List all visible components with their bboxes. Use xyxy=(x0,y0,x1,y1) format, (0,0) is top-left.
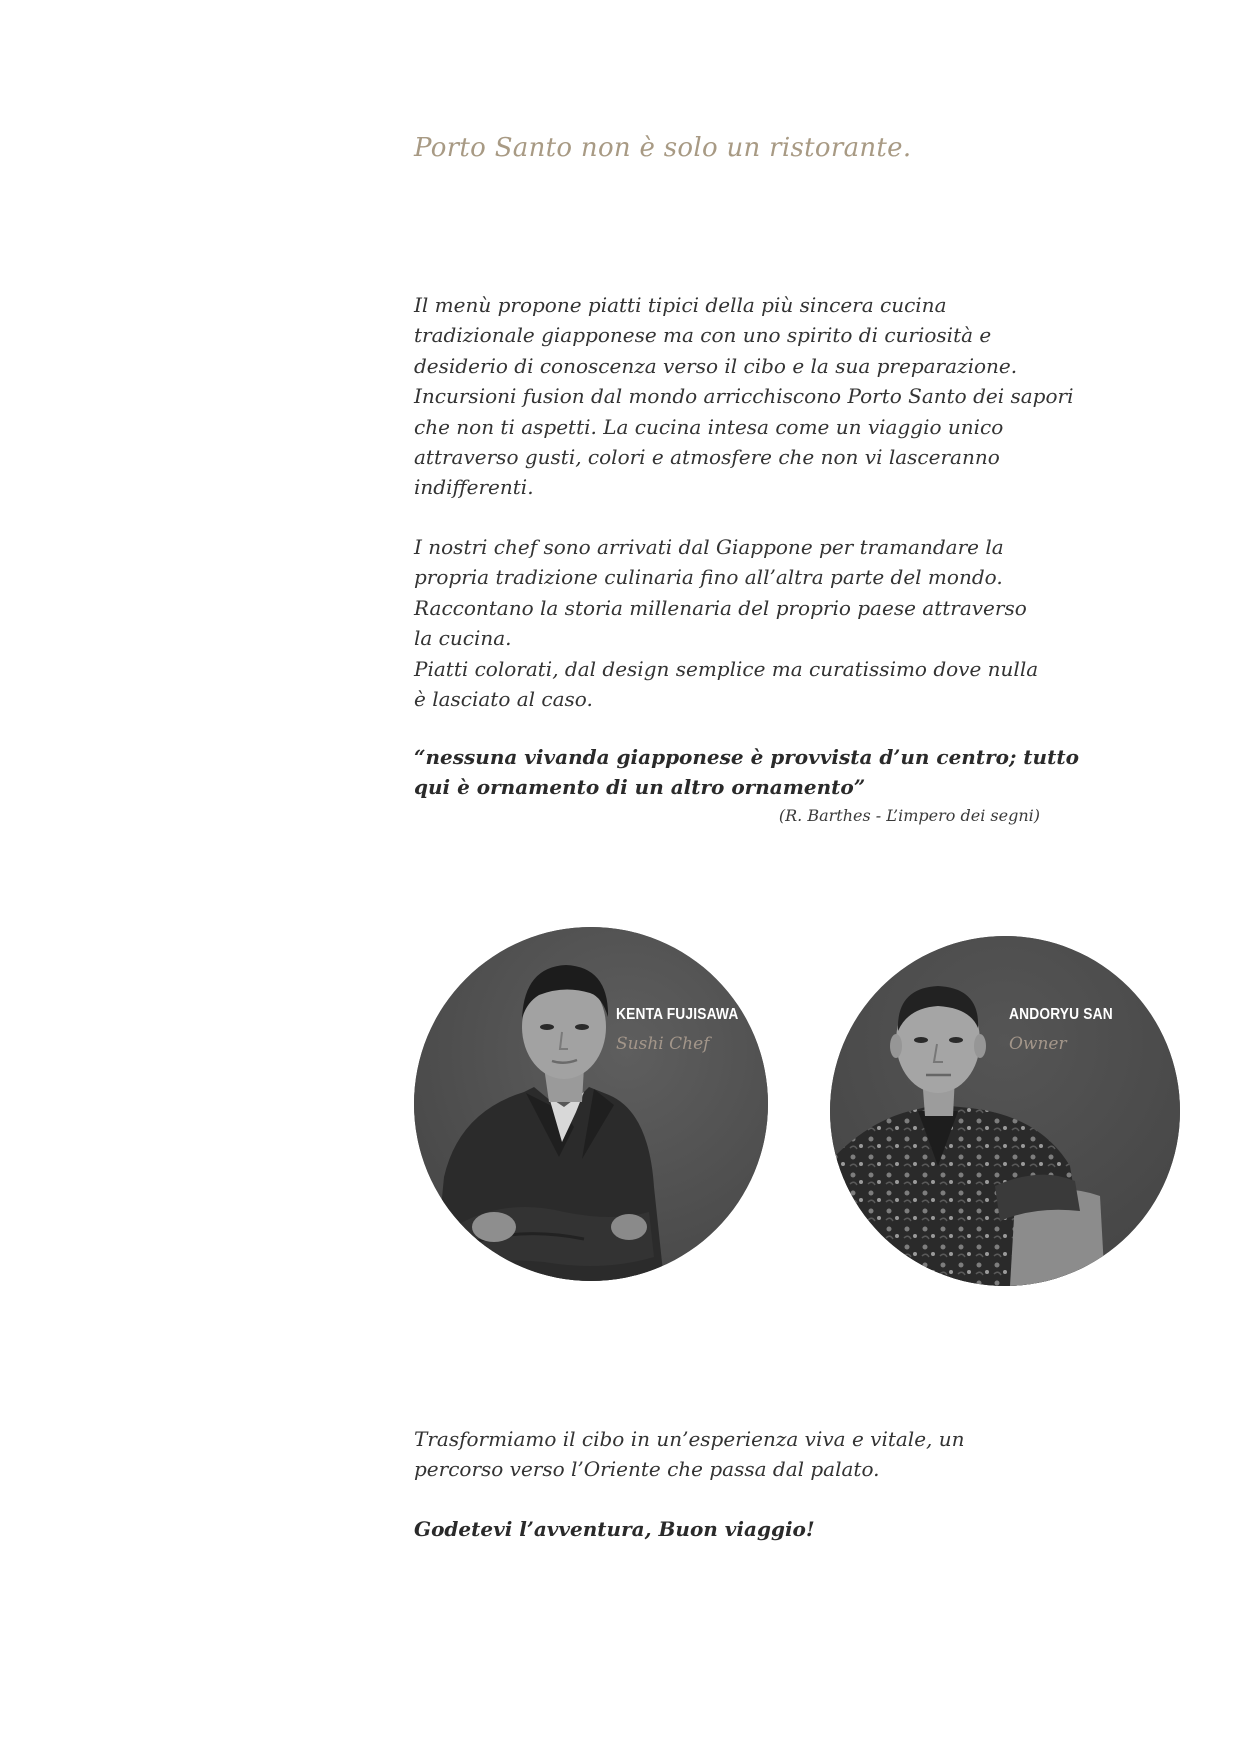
page-headline: Porto Santo non è solo un ristorante. xyxy=(414,133,912,163)
text-line: Raccontano la storia millenaria del proprio paese attraverso xyxy=(414,595,1027,620)
text-line: indifferenti. xyxy=(414,475,534,500)
staff-role: Sushi Chef xyxy=(616,1034,710,1054)
closing-paragraph xyxy=(414,1424,1134,1485)
signoff: Godetevi l’avventura, Buon viaggio! xyxy=(414,1517,815,1541)
text-line: I nostri chef sono arrivati dal Giappone per tramandare la xyxy=(414,535,1004,559)
quote-line: qui è ornamento di un altro ornamento” xyxy=(414,775,866,800)
staff-role: Owner xyxy=(1009,1034,1067,1054)
staff-name: KENTA FUJISAWA xyxy=(616,1006,739,1023)
text-line: desiderio di conoscenza verso il cibo e la sua preparazione. xyxy=(414,353,1018,378)
text-line: Incursioni fusion dal mondo arricchiscono Porto Santo dei sapori xyxy=(414,384,1074,409)
text-line: Trasformiamo il cibo in un’esperienza viva e vitale, un xyxy=(414,1427,965,1451)
owner-photo-illustration xyxy=(830,936,1180,1286)
text-line: Il menù propone piatti tipici della più sincera cucina xyxy=(414,293,947,317)
chefs-paragraph xyxy=(414,532,1134,714)
chef-photo-illustration xyxy=(414,927,768,1281)
text-line: la cucina. xyxy=(414,626,512,651)
quote-line: “nessuna vivanda giapponese è provvista d’un centro; tutto xyxy=(414,745,1079,769)
text-line: percorso verso l’Oriente che passa dal palato. xyxy=(414,1457,880,1482)
text-line: è lasciato al caso. xyxy=(414,687,593,712)
intro-paragraph xyxy=(414,290,1134,503)
text-line: attraverso gusti, colori e atmosfere che non vi lasceranno xyxy=(414,445,1000,470)
text-line: Piatti colorati, dal design semplice ma curatissimo dove nulla xyxy=(414,656,1039,681)
owner-portrait-andoryu xyxy=(830,936,1180,1286)
barthes-quote xyxy=(414,742,1114,803)
chef-portrait-kenta xyxy=(414,927,768,1281)
text-line: che non ti aspetti. La cucina intesa come un viaggio unico xyxy=(414,414,1004,439)
staff-name: ANDORYU SAN xyxy=(1009,1006,1113,1023)
text-line: tradizionale giapponese ma con uno spirito di curiosità e xyxy=(414,323,992,348)
quote-source: (R. Barthes - L’impero dei segni) xyxy=(778,806,1040,825)
text-line: propria tradizione culinaria fino all’altra parte del mondo. xyxy=(414,565,1003,590)
